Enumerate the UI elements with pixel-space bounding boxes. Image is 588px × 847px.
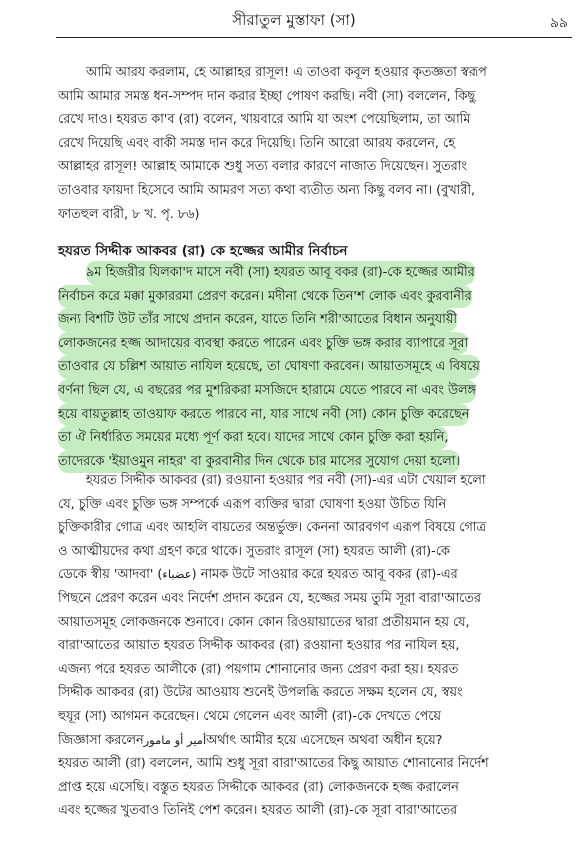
text-line: সিদ্দীক আকবর (রা) উটের আওয়ায শুনেই উপলব্ধি করতে সক্ষম হলেন যে, স্বয়ং [58, 685, 463, 701]
arabic-text: عضباء [162, 567, 192, 582]
text-line: এজন্য পরে হযরত আলীকে (রা) পয়গাম শোনানোর জন্য প্রেরণ করা হয়। হযরত [58, 661, 459, 677]
highlighted-text: হয়ে বায়তুল্লাহ তাওয়াফ করতে পারবে না, যার সাথে নবী (সা) কোন চুক্তি করেছেন [58, 403, 469, 427]
page-number: ৯৯ [549, 15, 568, 31]
text-line [58, 563, 572, 587]
text-line: তাওবার ফায়দা হিসেবে আমি আমরণ সত্য কথা ব্যতীত অন্য কিছু বলব না। (বুখারী, [58, 182, 476, 198]
arabic-text: أمير أو مامور [143, 732, 207, 747]
text-line [58, 379, 572, 403]
text-fragment: ) নামক উটে সাওয়ার করে হযরত আবূ বকর (রা)-এর [191, 567, 458, 583]
text-line: বারা'আতের আয়াত হযরত সিদ্দীক আকবর (রা) রওয়ানা হওয়ার পর নাযিল হয়, [58, 638, 460, 654]
text-line: যে, চুক্তি এবং চুক্তি ভঙ্গ সম্পর্কে এরূপ ব্যক্তির দ্বারা ঘোষণা হওয়া উচিত যিনি [58, 496, 447, 512]
text-line: হযরত আলী (রা) বললেন, আমি শুধু সূরা বারা'আতের কিছু আয়াত শোনানোর নির্দেশ [58, 756, 489, 772]
highlighted-text: বর্ণনা ছিল যে, এ বছরের পর মুশরিকরা মসজিদে হারামে যেতে পারবে না এবং উলঙ্গ [58, 379, 476, 403]
text-line [58, 285, 572, 309]
page-header [0, 0, 588, 40]
text-line [58, 355, 572, 379]
text-line [58, 403, 572, 427]
text-line: আয়াতসমূহ লোকজনকে শুনাবে। কোন কোন রিওয়ায়াতের দ্বারা প্রতীয়মান হয় যে, [58, 614, 470, 630]
text-fragment: অর্থাৎ আমীর হয়ে এসেছেন অথবা অধীন হয়ে? [206, 732, 443, 748]
highlighted-text: লোকজনের হজ্জ আদায়ের ব্যবস্থা করতে পারেন এবং চুক্তি ভঙ্গ করার ব্যাপারে সূরা [58, 332, 468, 356]
text-line: ফাতহুল বারী, ৮ খ. পৃ. ৮৬) [58, 206, 200, 222]
text-line: হুযূর (সা) আগমন করেছেন। থেমে গেলেন এবং আলী (রা)-কে দেখতে পেয়ে [58, 708, 441, 724]
text-line: আমি আরয করলাম, হে আল্লাহর রাসূল! এ তাওবা কবূল হওয়ার কৃতজ্ঞতা স্বরূপ [86, 65, 487, 80]
paragraph-3 [58, 469, 572, 823]
highlighted-text: ৯ম হিজরীর যিলকা'দ মাসে নবী (সা) হযরত আবূ বকর (রা)-কে হজ্জের আমীর [86, 261, 475, 285]
highlighted-text: নির্বাচন করে মক্কা মুকাররমা প্রেরণ করেন। মদীনা থেকে তিন'শ লোক এবং কুরবানীর [58, 285, 472, 309]
text-line: পিছনে প্রেরণ করেন এবং নির্দেশ প্রদান করেন যে, হজ্জের সময় তুমি সূরা বারা'আতের [58, 590, 481, 606]
text-line: আল্লাহর রাসূল! আল্লাহ আমাকে শুধু সত্য বলার কারণে নাজাত দিয়েছেন। সুতরাং [58, 159, 467, 175]
text-line: চুক্তিকারীর গোত্র এবং আহলি বায়তের অন্তর্ভুক্ত। কেননা আরবগণ এরূপ বিষয়ে গোত্র [58, 520, 486, 536]
text-line: ও আত্মীয়দের কথা গ্রহণ করে থাকে। সুতরাং রাসূল (সা) হযরত আলী (রা)-কে [58, 543, 450, 559]
section-heading: হযরত সিদ্দীক আকবর (রা) কে হজ্জের আমীর নির্বাচন [58, 243, 348, 259]
text-line: রেখে দাও। হযরত কা'ব (রা) বলেন, খায়বারে আমি যা অংশ পেয়েছিলাম, তা আমি [58, 112, 471, 128]
text-line: হযরত সিদ্দীক আকবর (রা) রওয়ানা হওয়ার পর নবী (সা)-এর এটা খেয়াল হলো [86, 473, 486, 488]
text-line: আমি আমার সমস্ত ধন-সম্পদ দান করার ইচ্ছা পোষণ করছি। নবী (সা) বললেন, কিছু [58, 88, 476, 104]
text-line [58, 261, 572, 285]
header-rule [56, 37, 572, 38]
text-line [58, 332, 572, 356]
text-line: এবং হজ্জের খুতবাও তিনিই পেশ করেন। হযরত আলী (রা)-কে সূরা বারা'আতের [58, 803, 458, 819]
text-fragment: ডেকে স্বীয় 'আদবা' ( [58, 567, 163, 583]
highlighted-text: তাদেরকে 'ইয়াওমুন নাহর' বা কুরবানীর দিন থেকে চার মাসের সুযোগ দেয়া হলো। [58, 450, 460, 474]
text-line [58, 308, 572, 332]
text-line [58, 426, 572, 450]
text-line: রেখে দিয়েছি এবং বাকী সমস্ত দান করে দিয়েছি। তিনি আরো আরয করলেন, হে [58, 135, 455, 151]
paragraph-2 [58, 261, 572, 473]
highlighted-text: তা ঐ নির্ধারিত সময়ের মধ্যে পূর্ণ করা হবে। যাদের সাথে কোন চুক্তি করা হয়নি, [58, 426, 448, 450]
running-title: সীরাতুল মুস্তাফা (সা) [232, 11, 356, 29]
text-line [58, 729, 572, 753]
text-fragment: জিজ্ঞাসা করলেন [58, 732, 144, 748]
highlighted-text: তাওবার যে চল্লিশ আয়াত নাযিল হয়েছে, তা ঘোষণা করবেন। আয়াতসমূহে এ বিষয়ে [58, 355, 480, 379]
paragraph-1 [58, 61, 572, 226]
highlighted-text: জন্য বিশটি উট তাঁর সাথে প্রদান করেন, যাতে তিনি শরী'আতের বিধান অনুযায়ী [58, 308, 457, 332]
text-line: প্রাপ্ত হয়ে এসেছি। বস্তুত হযরত সিদ্দীকে আকবর (রা) লোকজনকে হজ্জ করালেন [58, 779, 459, 795]
